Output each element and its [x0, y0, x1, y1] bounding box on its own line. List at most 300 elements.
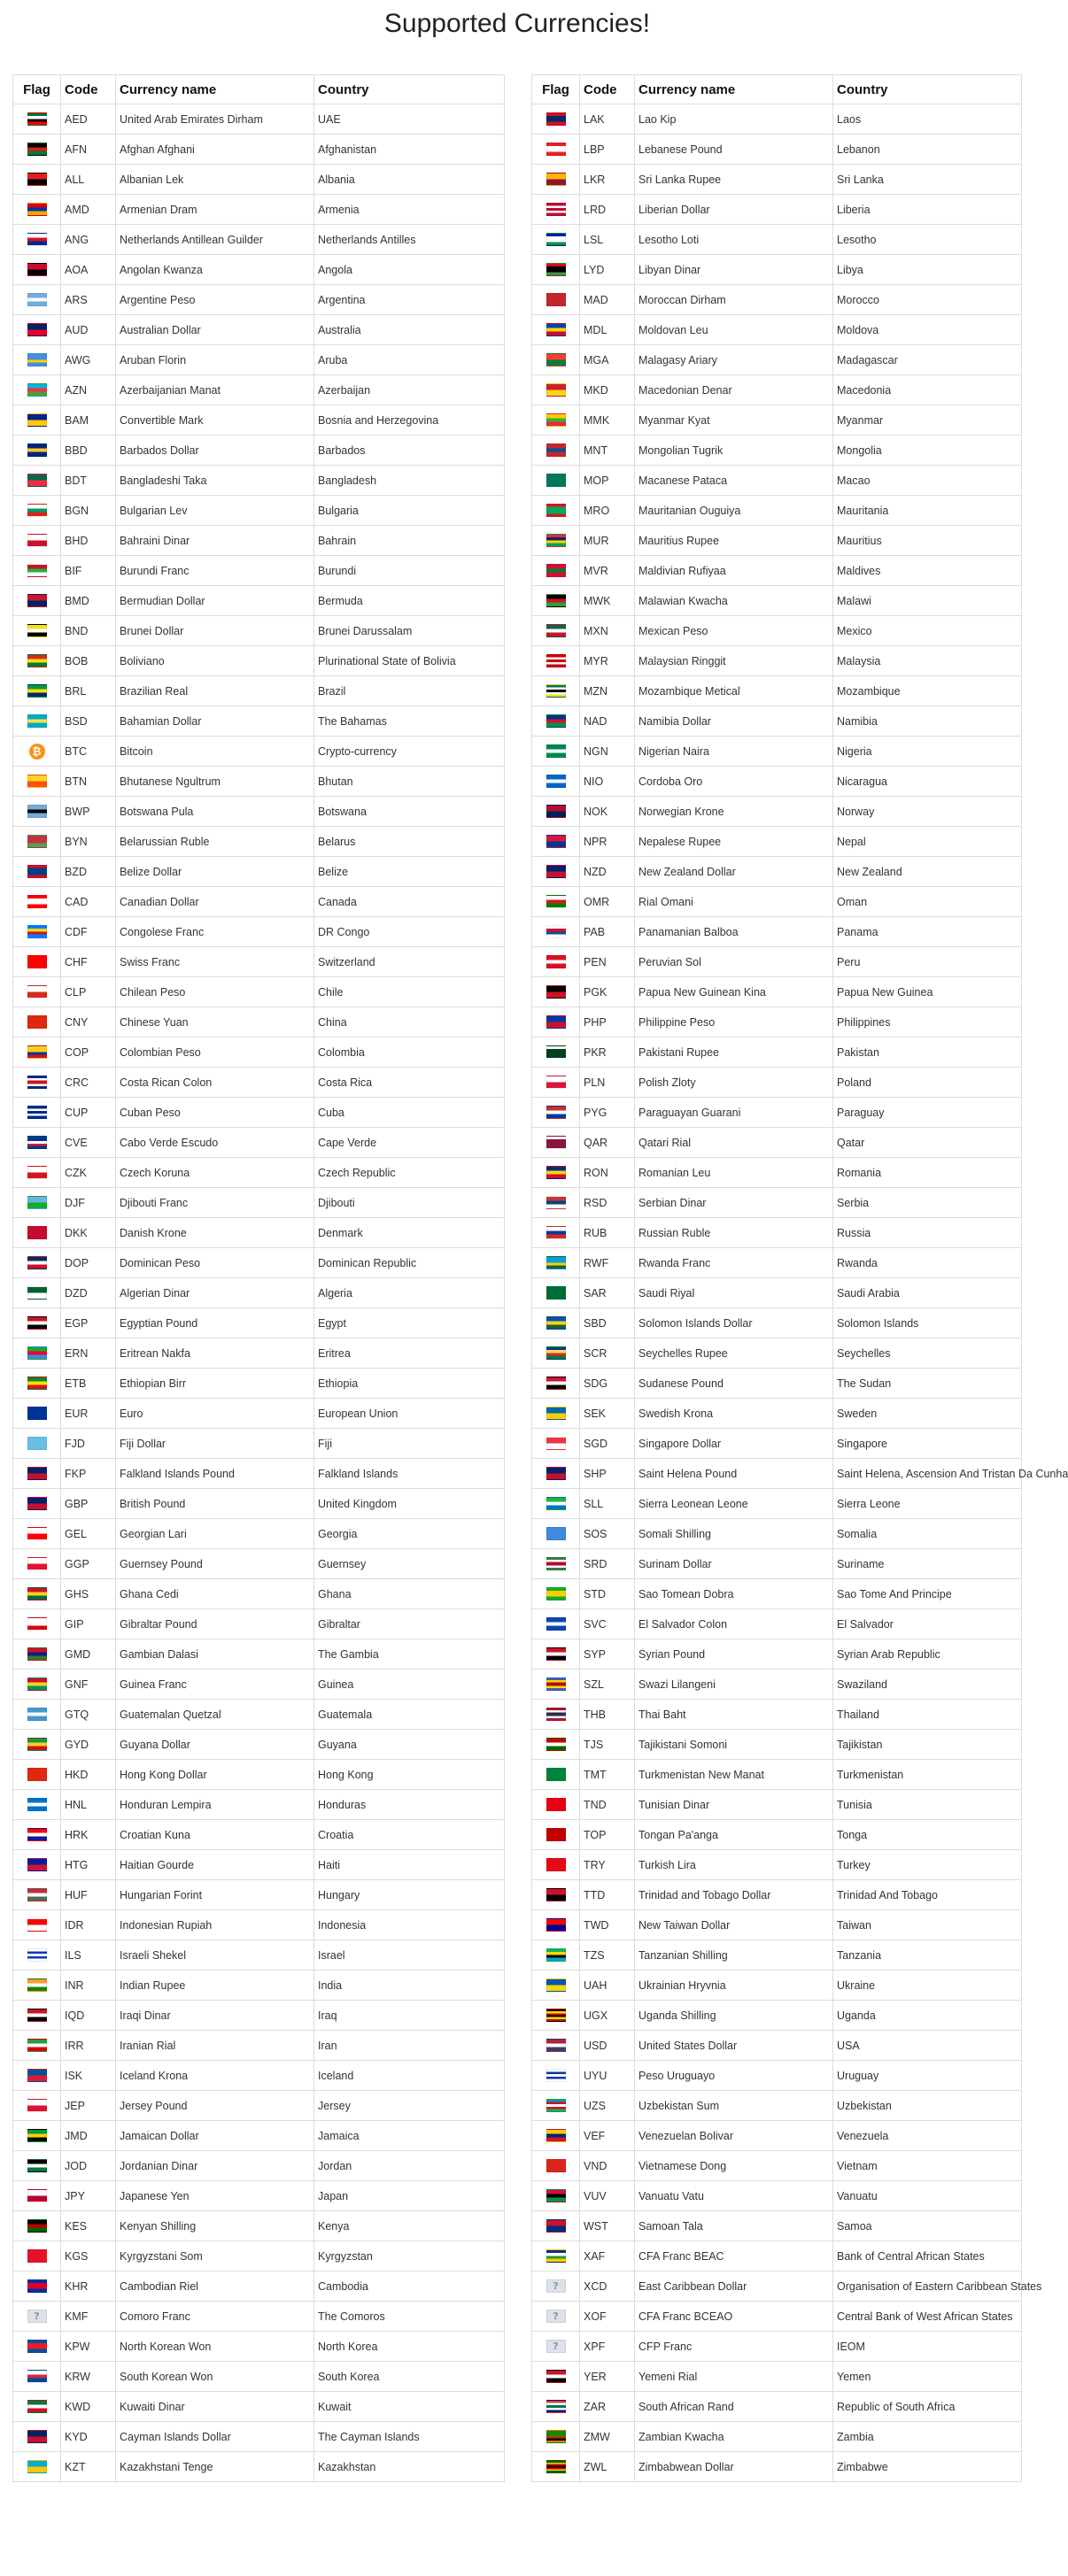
sh-flag-icon — [546, 1467, 566, 1480]
flag-cell — [13, 1369, 61, 1399]
country-name: Somalia — [833, 1519, 1022, 1549]
kr-flag-icon — [27, 2370, 47, 2383]
country-name: Turkey — [833, 1850, 1022, 1880]
flag-cell — [13, 345, 61, 375]
currency-code: PYG — [580, 1098, 635, 1128]
currency-code: STD — [580, 1579, 635, 1609]
currency-code: DKK — [61, 1218, 116, 1248]
flag-cell — [13, 1730, 61, 1760]
currency-name: CFP Franc — [635, 2332, 833, 2362]
country-name: USA — [833, 2031, 1022, 2061]
flag-cell — [532, 556, 580, 586]
currency-code: PKR — [580, 1037, 635, 1068]
currency-code: KGS — [61, 2241, 116, 2271]
table-row — [13, 2452, 505, 2482]
table-row — [13, 2031, 505, 2061]
currency-code: DZD — [61, 1278, 116, 1308]
currency-code: KPW — [61, 2332, 116, 2362]
currency-name: Myanmar Kyat — [635, 405, 833, 436]
table-row — [13, 1459, 505, 1489]
flag-cell — [13, 165, 61, 195]
currency-code: LSL — [580, 225, 635, 255]
table-row — [13, 616, 505, 646]
flag-cell — [13, 706, 61, 737]
country-name: The Bahamas — [314, 706, 505, 737]
currency-code: CHF — [61, 947, 116, 977]
currency-code: CAD — [61, 887, 116, 917]
rs-flag-icon — [546, 1196, 566, 1209]
currency-name: Belize Dollar — [116, 857, 314, 887]
currency-code: VND — [580, 2151, 635, 2181]
country-name: Ukraine — [833, 1971, 1022, 2001]
flag-cell — [532, 1128, 580, 1158]
flag-cell — [13, 1007, 61, 1037]
mu-flag-icon — [546, 534, 566, 547]
currency-code: TOP — [580, 1820, 635, 1850]
my-flag-icon — [546, 654, 566, 667]
tt-flag-icon — [546, 1888, 566, 1901]
md-flag-icon — [546, 323, 566, 336]
table-row — [532, 2061, 1022, 2091]
currency-name: Mongolian Tugrik — [635, 436, 833, 466]
flag-cell — [13, 1850, 61, 1880]
country-name: Guyana — [314, 1730, 505, 1760]
table-row — [532, 1459, 1022, 1489]
table-row — [13, 195, 505, 225]
table-row — [532, 2392, 1022, 2422]
country-name: The Gambia — [314, 1639, 505, 1670]
sr-flag-icon — [546, 1557, 566, 1570]
jp-flag-icon — [27, 2189, 47, 2202]
ng-flag-icon — [546, 744, 566, 758]
currency-code: BAM — [61, 405, 116, 436]
flag-cell — [532, 1730, 580, 1760]
currency-name: Pakistani Rupee — [635, 1037, 833, 1068]
country-name: Uruguay — [833, 2061, 1022, 2091]
flag-cell — [532, 1158, 580, 1188]
country-name: Kuwait — [314, 2392, 505, 2422]
flag-cell — [532, 1519, 580, 1549]
ch-flag-icon — [27, 955, 47, 968]
table-row — [532, 1278, 1022, 1308]
pg-flag-icon — [546, 985, 566, 999]
currency-name: New Taiwan Dollar — [635, 1910, 833, 1940]
table-row — [13, 375, 505, 405]
table-row — [532, 2121, 1022, 2151]
country-name: Sri Lanka — [833, 165, 1022, 195]
flag-cell — [532, 947, 580, 977]
table-header-row — [13, 75, 505, 104]
currency-code: BGN — [61, 496, 116, 526]
currency-code: ILS — [61, 1940, 116, 1971]
table-row — [13, 1760, 505, 1790]
table-row — [532, 165, 1022, 195]
tn-flag-icon — [546, 1798, 566, 1811]
country-name: Honduras — [314, 1790, 505, 1820]
table-row — [532, 1068, 1022, 1098]
flag-cell — [13, 1037, 61, 1068]
az-flag-icon — [27, 383, 47, 397]
currency-name: Iceland Krona — [116, 2061, 314, 2091]
country-name: Suriname — [833, 1549, 1022, 1579]
country-name: Bahrain — [314, 526, 505, 556]
country-name: Azerbaijan — [314, 375, 505, 405]
currency-name: Fiji Dollar — [116, 1429, 314, 1459]
currency-name: Cabo Verde Escudo — [116, 1128, 314, 1158]
country-name: Cuba — [314, 1098, 505, 1128]
flag-cell — [532, 1278, 580, 1308]
table-row — [532, 1429, 1022, 1459]
header-country: Country — [833, 75, 1022, 104]
currency-name: Polish Zloty — [635, 1068, 833, 1098]
flag-cell — [13, 737, 61, 767]
cl-flag-icon — [27, 985, 47, 999]
flag-cell — [532, 797, 580, 827]
table-row — [532, 375, 1022, 405]
country-name: Aruba — [314, 345, 505, 375]
currency-code: BTN — [61, 767, 116, 797]
table-row — [532, 1338, 1022, 1369]
currency-code: SCR — [580, 1338, 635, 1369]
currency-name: Kenyan Shilling — [116, 2211, 314, 2241]
no-flag-icon — [546, 805, 566, 818]
country-name: Sierra Leone — [833, 1489, 1022, 1519]
country-name: Guernsey — [314, 1549, 505, 1579]
table-row — [532, 1519, 1022, 1549]
flag-cell — [532, 1639, 580, 1670]
country-name: Belize — [314, 857, 505, 887]
currency-name: Libyan Dinar — [635, 255, 833, 285]
currency-name: Tongan Pa'anga — [635, 1820, 833, 1850]
table-row — [13, 947, 505, 977]
flag-cell — [532, 2211, 580, 2241]
currency-name: Congolese Franc — [116, 917, 314, 947]
currency-code: ETB — [61, 1369, 116, 1399]
currency-code: KYD — [61, 2422, 116, 2452]
uz-flag-icon — [546, 2099, 566, 2112]
er-flag-icon — [27, 1346, 47, 1360]
flag-cell — [13, 315, 61, 345]
currency-name: Guatemalan Quetzal — [116, 1700, 314, 1730]
country-name: Australia — [314, 315, 505, 345]
table-row — [13, 2091, 505, 2121]
flag-cell — [13, 1098, 61, 1128]
currency-name: Solomon Islands Dollar — [635, 1308, 833, 1338]
currency-code: AWG — [61, 345, 116, 375]
currency-code: ANG — [61, 225, 116, 255]
currency-code: PLN — [580, 1068, 635, 1098]
flag-cell — [532, 315, 580, 345]
table-row — [532, 1489, 1022, 1519]
country-name: European Union — [314, 1399, 505, 1429]
currency-code: BHD — [61, 526, 116, 556]
currency-table-right — [531, 74, 1068, 2482]
country-name: Nicaragua — [833, 767, 1022, 797]
currency-name: Cayman Islands Dollar — [116, 2422, 314, 2452]
currency-name: Azerbaijanian Manat — [116, 375, 314, 405]
country-name: Denmark — [314, 1218, 505, 1248]
currency-code: AUD — [61, 315, 116, 345]
flag-cell — [13, 1670, 61, 1700]
currency-code: GEL — [61, 1519, 116, 1549]
currency-code: SBD — [580, 1308, 635, 1338]
currency-name: Bahraini Dinar — [116, 526, 314, 556]
currency-code: BRL — [61, 676, 116, 706]
country-name: Lesotho — [833, 225, 1022, 255]
country-name: Canada — [314, 887, 505, 917]
ni-flag-icon — [546, 775, 566, 788]
table-row — [532, 947, 1022, 977]
currency-name: Algerian Dinar — [116, 1278, 314, 1308]
flag-cell — [13, 255, 61, 285]
currency-name: Hungarian Forint — [116, 1880, 314, 1910]
currency-name: Mexican Peso — [635, 616, 833, 646]
country-name: Crypto-currency — [314, 737, 505, 767]
bt-flag-icon — [27, 775, 47, 788]
flag-cell — [13, 646, 61, 676]
country-name: Tunisia — [833, 1790, 1022, 1820]
currency-name: Saudi Riyal — [635, 1278, 833, 1308]
country-name: Uzbekistan — [833, 2091, 1022, 2121]
table-row — [13, 1670, 505, 1700]
id-flag-icon — [27, 1918, 47, 1932]
zw-flag-icon — [546, 2460, 566, 2473]
header-code: Code — [61, 75, 116, 104]
table-row — [13, 2121, 505, 2151]
table-row — [532, 2211, 1022, 2241]
currency-name: Brazilian Real — [116, 676, 314, 706]
ls-flag-icon — [546, 233, 566, 246]
flag-cell — [13, 2422, 61, 2452]
flag-cell — [13, 2452, 61, 2482]
currency-code: YER — [580, 2362, 635, 2392]
country-name: Hong Kong — [314, 1760, 505, 1790]
pe-flag-icon — [546, 955, 566, 968]
flag-cell — [13, 2061, 61, 2091]
currency-code: BYN — [61, 827, 116, 857]
currency-code: INR — [61, 1971, 116, 2001]
se-flag-icon — [546, 1407, 566, 1420]
currency-code: KHR — [61, 2271, 116, 2302]
gh-flag-icon — [27, 1587, 47, 1600]
currency-name: Maldivian Rufiyaa — [635, 556, 833, 586]
iq-flag-icon — [27, 2009, 47, 2022]
currency-code: DJF — [61, 1188, 116, 1218]
currency-name: Mauritius Rupee — [635, 526, 833, 556]
table-row — [532, 917, 1022, 947]
currency-name: Samoan Tala — [635, 2211, 833, 2241]
uy-flag-icon — [546, 2069, 566, 2082]
flag-cell — [532, 857, 580, 887]
table-row — [13, 827, 505, 857]
table-row — [532, 1670, 1022, 1700]
table-row — [13, 1068, 505, 1098]
currency-code: KWD — [61, 2392, 116, 2422]
flag-cell — [532, 2422, 580, 2452]
currency-code: ZMW — [580, 2422, 635, 2452]
country-name: Myanmar — [833, 405, 1022, 436]
currency-name: Albanian Lek — [116, 165, 314, 195]
br-flag-icon — [27, 684, 47, 698]
ve-flag-icon — [546, 2129, 566, 2142]
currency-name: Honduran Lempira — [116, 1790, 314, 1820]
currency-code: HRK — [61, 1820, 116, 1850]
flag-cell — [532, 1399, 580, 1429]
currency-code: ZWL — [580, 2452, 635, 2482]
currency-name: Papua New Guinean Kina — [635, 977, 833, 1007]
table-row — [13, 1790, 505, 1820]
flag-cell — [532, 345, 580, 375]
currency-code: MYR — [580, 646, 635, 676]
currency-name: Macanese Pataca — [635, 466, 833, 496]
flag-cell — [13, 1489, 61, 1519]
currency-name: Rial Omani — [635, 887, 833, 917]
currency-code: SYP — [580, 1639, 635, 1670]
flag-cell — [13, 1248, 61, 1278]
ly-flag-icon — [546, 263, 566, 276]
currency-name: Qatari Rial — [635, 1128, 833, 1158]
table-row — [532, 436, 1022, 466]
country-name: Egypt — [314, 1308, 505, 1338]
flag-cell — [532, 1609, 580, 1639]
table-row — [532, 1910, 1022, 1940]
sb-flag-icon — [546, 1316, 566, 1330]
np-flag-icon — [546, 835, 566, 848]
table-row — [13, 2332, 505, 2362]
table-row — [532, 1007, 1022, 1037]
flag-cell — [13, 1068, 61, 1098]
eu-flag-icon — [27, 1407, 47, 1420]
gn-flag-icon — [27, 1677, 47, 1691]
jm-flag-icon — [27, 2129, 47, 2142]
header-country: Country — [314, 75, 505, 104]
table-row — [532, 405, 1022, 436]
currency-code: HTG — [61, 1850, 116, 1880]
table-row — [532, 1037, 1022, 1068]
currency-name: Egyptian Pound — [116, 1308, 314, 1338]
flag-cell — [532, 2241, 580, 2271]
country-name: Tajikistan — [833, 1730, 1022, 1760]
flag-cell — [532, 2271, 580, 2302]
flag-cell — [13, 2271, 61, 2302]
flag-cell — [532, 104, 580, 135]
flag-cell — [532, 496, 580, 526]
currency-name: South Korean Won — [116, 2362, 314, 2392]
currency-name: Armenian Dram — [116, 195, 314, 225]
gm-flag-icon — [27, 1647, 47, 1661]
cu-flag-icon — [27, 1106, 47, 1119]
header-currency-name: Currency name — [635, 75, 833, 104]
om-flag-icon — [546, 895, 566, 908]
table-row — [13, 1429, 505, 1459]
currency-name: Jamaican Dollar — [116, 2121, 314, 2151]
flag-cell — [532, 1880, 580, 1910]
currency-name: Lao Kip — [635, 104, 833, 135]
table-row — [13, 706, 505, 737]
table-row — [13, 104, 505, 135]
flag-cell — [532, 255, 580, 285]
table-row — [13, 2271, 505, 2302]
country-name: Swaziland — [833, 1670, 1022, 1700]
currency-code: MVR — [580, 556, 635, 586]
table-row — [532, 1639, 1022, 1670]
currency-code: HNL — [61, 1790, 116, 1820]
rw-flag-icon — [546, 1256, 566, 1269]
table-row — [532, 706, 1022, 737]
table-row — [13, 2151, 505, 2181]
country-name: Saudi Arabia — [833, 1278, 1022, 1308]
table-row — [532, 315, 1022, 345]
currency-code: AZN — [61, 375, 116, 405]
table-row — [13, 1639, 505, 1670]
gg-flag-icon — [27, 1557, 47, 1570]
page-title: Supported Currencies! — [383, 9, 651, 38]
country-name: Mauritania — [833, 496, 1022, 526]
country-name: Yemen — [833, 2362, 1022, 2392]
currency-code: COP — [61, 1037, 116, 1068]
currency-code: NPR — [580, 827, 635, 857]
country-name: Organisation of Eastern Caribbean States — [833, 2271, 1022, 2302]
table-row — [13, 2362, 505, 2392]
currency-code: USD — [580, 2031, 635, 2061]
currency-name: Nigerian Naira — [635, 737, 833, 767]
unknown-flag-icon: ? — [546, 2279, 566, 2293]
ma-flag-icon — [546, 293, 566, 306]
cd-flag-icon — [27, 925, 47, 938]
currency-name: Iraqi Dinar — [116, 2001, 314, 2031]
flag-cell — [532, 2362, 580, 2392]
country-name: UAE — [314, 104, 505, 135]
unknown-flag-icon: ? — [546, 2340, 566, 2353]
currency-code: AFN — [61, 135, 116, 165]
currency-name: Seychelles Rupee — [635, 1338, 833, 1369]
bg-flag-icon — [27, 504, 47, 517]
th-flag-icon — [546, 1708, 566, 1721]
ws-flag-icon — [546, 2219, 566, 2233]
currency-name: Hong Kong Dollar — [116, 1760, 314, 1790]
currency-name: Guinea Franc — [116, 1670, 314, 1700]
currency-name: North Korean Won — [116, 2332, 314, 2362]
flag-cell — [532, 1248, 580, 1278]
flag-cell — [13, 526, 61, 556]
in-flag-icon — [27, 1978, 47, 1992]
flag-cell — [13, 1429, 61, 1459]
flag-cell — [532, 1760, 580, 1790]
currency-code: WST — [580, 2211, 635, 2241]
flag-cell — [532, 1308, 580, 1338]
us-flag-icon — [546, 2039, 566, 2052]
currency-code: NAD — [580, 706, 635, 737]
ph-flag-icon — [546, 1015, 566, 1029]
table-row — [532, 767, 1022, 797]
country-name: Fiji — [314, 1429, 505, 1459]
kh-flag-icon — [27, 2279, 47, 2293]
table-row — [13, 1609, 505, 1639]
currency-code: PAB — [580, 917, 635, 947]
currency-name: Haitian Gourde — [116, 1850, 314, 1880]
country-name: Bank of Central African States — [833, 2241, 1022, 2271]
hr-flag-icon — [27, 1828, 47, 1841]
currency-code: UAH — [580, 1971, 635, 2001]
gy-flag-icon — [27, 1738, 47, 1751]
country-name: Syrian Arab Republic — [833, 1639, 1022, 1670]
table-row — [13, 2061, 505, 2091]
currency-name: Malaysian Ringgit — [635, 646, 833, 676]
header-currency-name: Currency name — [116, 75, 314, 104]
table-row — [532, 2422, 1022, 2452]
flag-cell — [13, 947, 61, 977]
table-row — [532, 2332, 1022, 2362]
